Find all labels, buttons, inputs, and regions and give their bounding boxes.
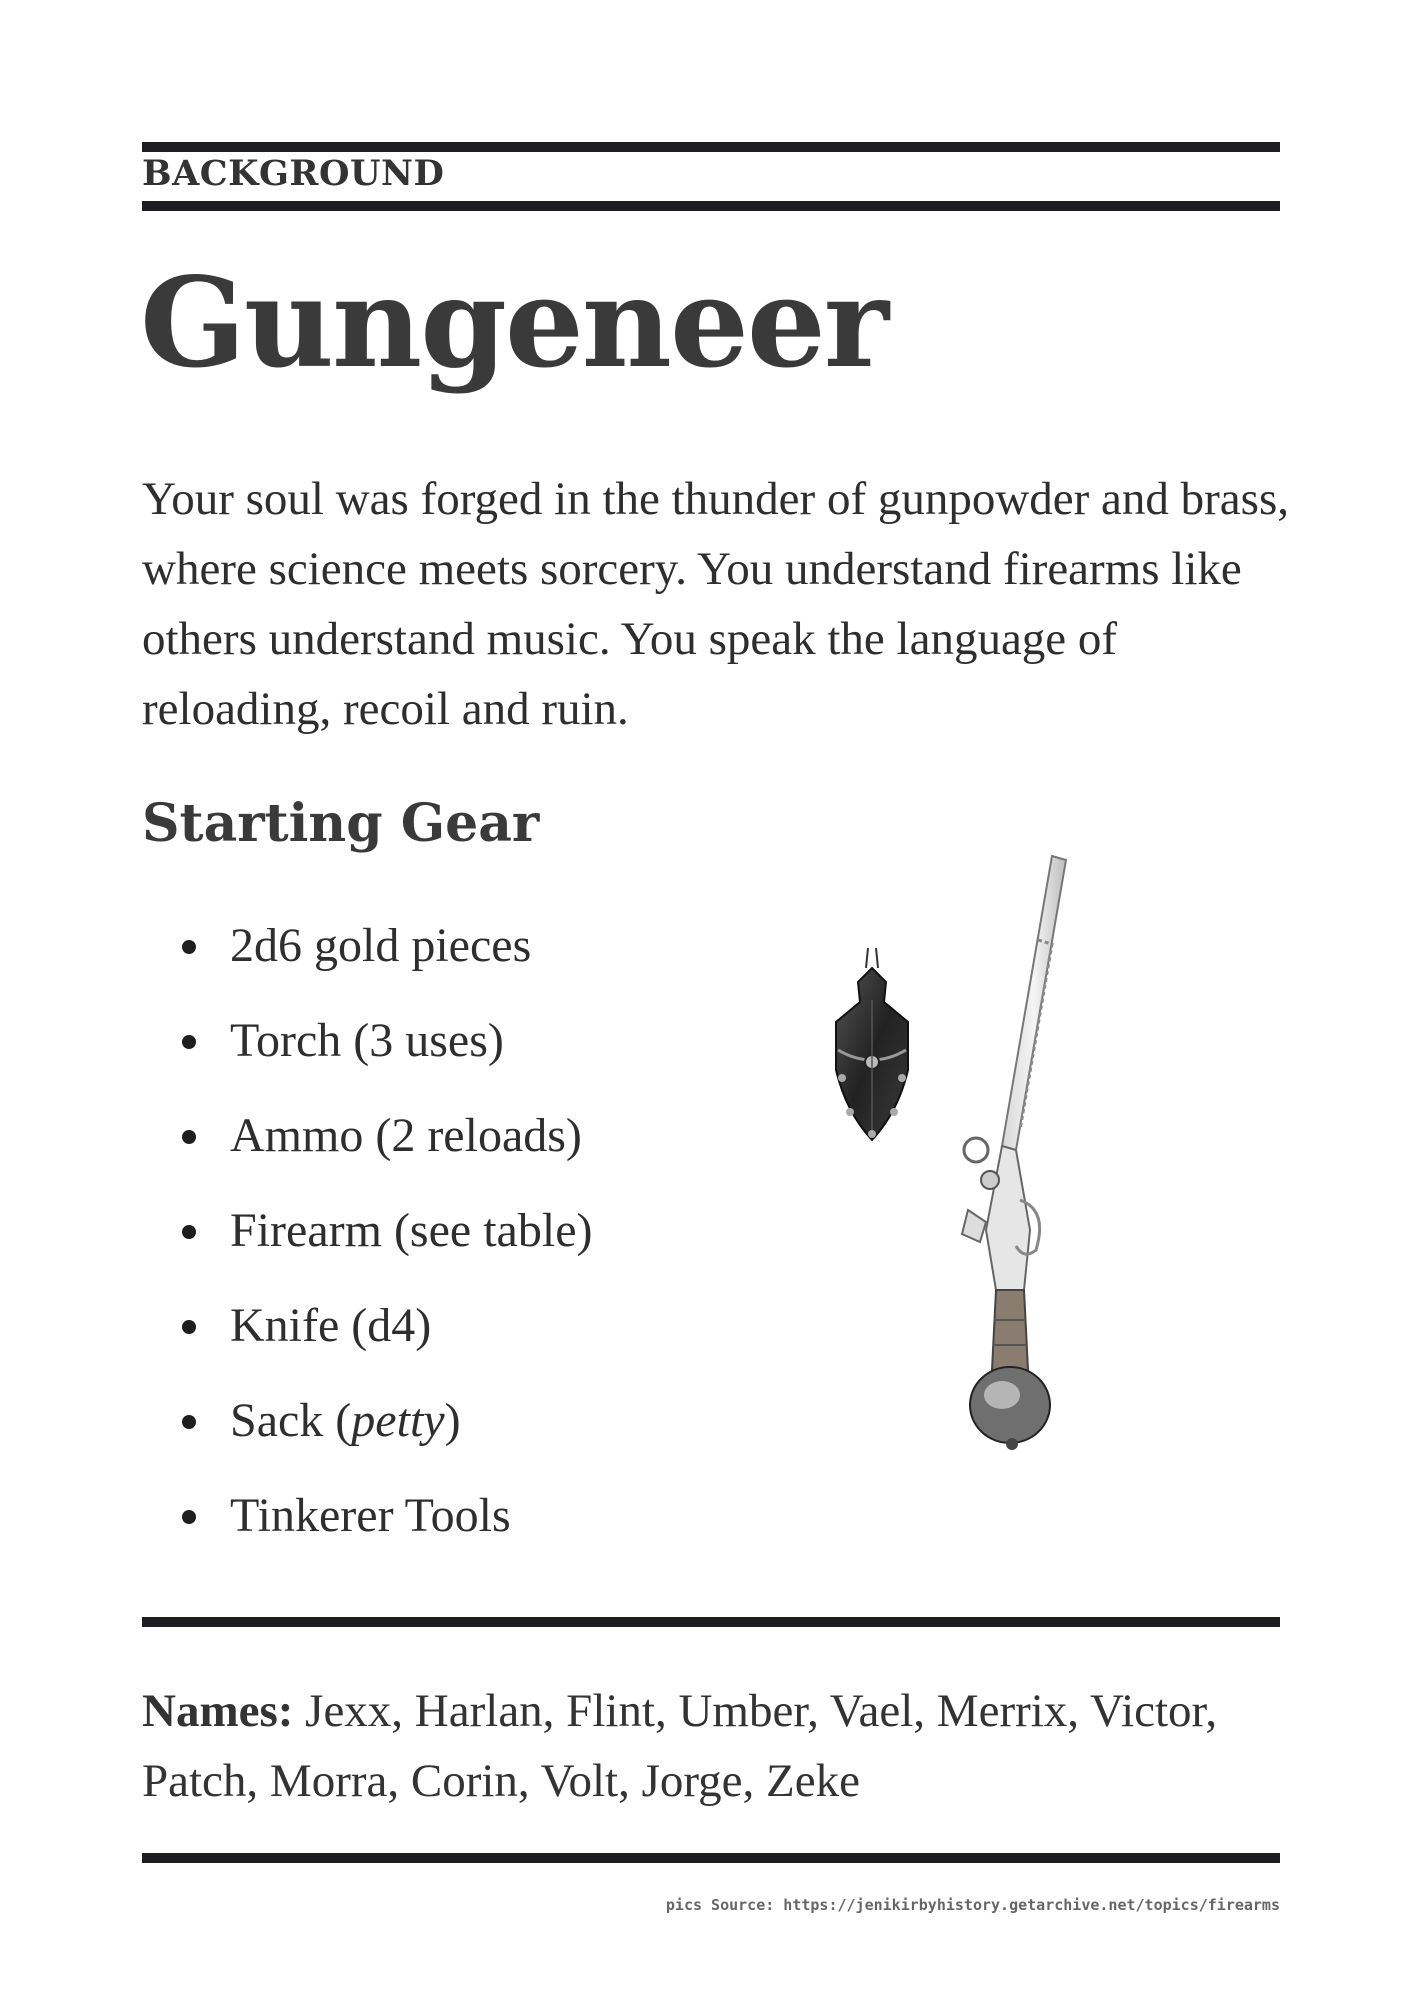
list-item [142, 910, 592, 1005]
section-label: BACKGROUND [142, 153, 445, 194]
starting-gear-list [142, 910, 592, 1575]
bullet-icon [182, 940, 196, 954]
sack-detail: petty [351, 1394, 445, 1447]
bullet-icon [182, 1510, 196, 1524]
bullet-icon [182, 1035, 196, 1049]
names-paragraph [142, 1676, 1292, 1816]
list-item-label: Sack ( [230, 1394, 352, 1447]
list-item [142, 1385, 592, 1480]
bullet-icon [182, 1225, 196, 1239]
top-rule [142, 142, 1280, 152]
list-item-label: Torch (3 uses) [230, 1014, 504, 1067]
names-top-rule [142, 1617, 1280, 1627]
list-item-label: Ammo (2 reloads) [230, 1109, 582, 1162]
list-item [142, 1290, 592, 1385]
list-item-label: Knife (d4) [230, 1299, 432, 1352]
bottom-rule [142, 1853, 1280, 1863]
firearms-illustration [780, 850, 1120, 1470]
bullet-icon [182, 1320, 196, 1334]
intro-paragraph: Your soul was forged in the thunder of gunpowder and brass, where science meets sorcery. You understand firearms like others understand music. You speak the language of reloading, recoil and ruin. [142, 473, 1290, 735]
bullet-icon [182, 1415, 196, 1429]
list-item-label: Tinkerer Tools [230, 1489, 511, 1542]
names-label: Names: [142, 1685, 294, 1737]
page-title: Gungeneer [140, 251, 888, 396]
sack-close: ) [444, 1394, 461, 1447]
bullet-icon [182, 1130, 196, 1144]
starting-gear-heading: Starting Gear [142, 793, 540, 854]
list-item [142, 1480, 592, 1575]
names-list: Jexx, Harlan, Flint, Umber, Vael, Merrix, Victor, Patch, Morra, Corin, Volt, Jorge, Zeke [142, 1685, 1218, 1807]
wheellock-pistol-icon [962, 856, 1066, 1450]
header-rule [142, 201, 1280, 211]
list-item-label: 2d6 gold pieces [230, 919, 532, 972]
powder-flask-icon [836, 948, 908, 1140]
list-item [142, 1100, 592, 1195]
list-item [142, 1195, 592, 1290]
list-item [142, 1005, 592, 1100]
source-credit: pics Source: https://jenikirbyhistory.getarchive.net/topics/firearms [665, 1896, 1280, 1914]
list-item-label: Firearm (see table) [230, 1204, 593, 1257]
